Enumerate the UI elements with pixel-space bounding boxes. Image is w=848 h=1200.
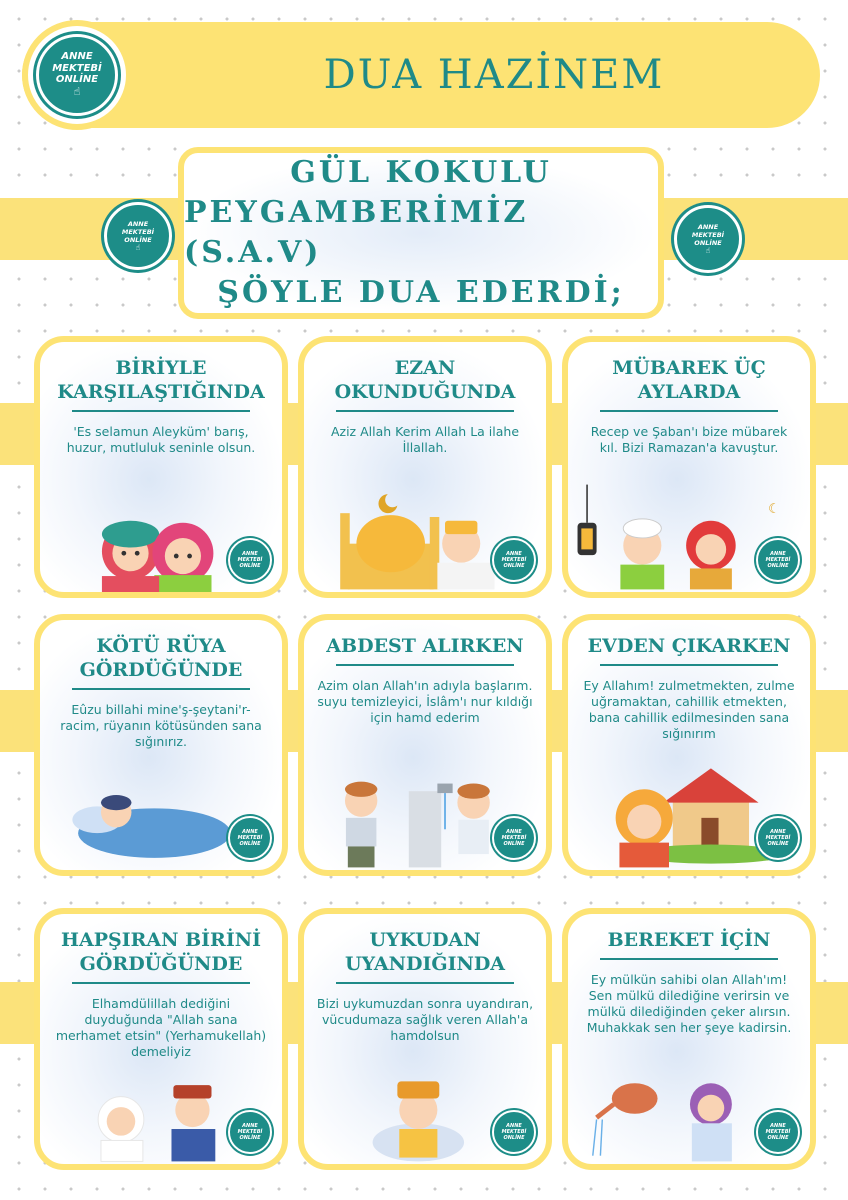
card-text: Recep ve Şaban'ı bize mübarek kıl. Bizi Ramazan'a kavuştur. xyxy=(590,423,788,455)
title-divider xyxy=(600,410,778,412)
logo-text-3: ONLİNE xyxy=(503,1135,525,1141)
card-waking xyxy=(298,908,552,1170)
card-text: Aziz Allah Kerim Allah La ilahe İllallah. xyxy=(330,423,520,455)
card-logo xyxy=(756,538,800,582)
title-divider xyxy=(600,664,778,666)
card-logo xyxy=(492,816,536,860)
card-text: Bizi uykumuzdan sonra uyandıran, vücudumaza sağlık veren Allah'a hamdolsun xyxy=(316,995,534,1043)
intro-box xyxy=(178,147,664,319)
logo-text-1: ANNE xyxy=(770,829,786,835)
title-divider xyxy=(72,982,250,984)
card-bad-dream xyxy=(34,614,288,876)
card-text: Ey Allahım! zulmetmekten, zulme uğramaktan, cahillik etmekten, bana cahillik edilmesinden sana sığınırım xyxy=(583,677,795,741)
logo-text-2: MEKTEBİ xyxy=(52,62,102,74)
logo-text-1: ANNE xyxy=(242,551,258,557)
card-ablution xyxy=(298,614,552,876)
logo-text-1: ANNE xyxy=(506,1123,522,1129)
logo-text-3: ONLİNE xyxy=(503,841,525,847)
logo-text-2: MEKTEBİ xyxy=(501,835,527,841)
card-adhan xyxy=(298,336,552,598)
intro-line-2: PEYGAMBERİMİZ (S.A.V) xyxy=(184,195,529,270)
intro-line-3: ŞÖYLE DUA EDERDİ; xyxy=(217,275,625,310)
card-title: UYKUDAN UYANDIĞINDA xyxy=(344,929,506,975)
header-logo xyxy=(22,20,132,130)
title-divider xyxy=(336,664,514,666)
card-logo xyxy=(228,816,272,860)
logo-text-2: MEKTEBİ xyxy=(765,1129,791,1135)
card-title: EVDEN ÇIKARKEN xyxy=(587,635,791,657)
title-divider xyxy=(72,410,250,412)
logo-text-3: ONLİNE xyxy=(124,236,152,244)
card-title: KÖTÜ RÜYA GÖRDÜĞÜNDE xyxy=(79,635,243,681)
pointer-hand-icon: ☝ xyxy=(135,243,141,252)
card-leaving-home xyxy=(562,614,816,876)
logo-text-2: MEKTEBİ xyxy=(237,835,263,841)
logo-text-3: ONLİNE xyxy=(694,239,722,247)
card-logo xyxy=(228,538,272,582)
card-logo xyxy=(228,1110,272,1154)
logo-text-3: ONLİNE xyxy=(55,74,99,86)
logo-text-1: ANNE xyxy=(242,1123,258,1129)
card-logo xyxy=(492,1110,536,1154)
card-title: HAPŞIRAN BİRİNİ GÖRDÜĞÜNDE xyxy=(61,929,261,975)
logo-text-3: ONLİNE xyxy=(503,563,525,569)
pointer-hand-icon: ☝ xyxy=(73,84,81,98)
title-divider xyxy=(72,688,250,690)
card-title: ABDEST ALIRKEN xyxy=(326,635,524,657)
logo-text-1: ANNE xyxy=(242,829,258,835)
title-divider xyxy=(336,982,514,984)
logo-text-1: ANNE xyxy=(506,829,522,835)
logo-text-2: MEKTEBİ xyxy=(121,228,155,236)
logo-text-2: MEKTEBİ xyxy=(237,557,263,563)
card-logo xyxy=(756,816,800,860)
card-title: BEREKET İÇİN xyxy=(607,929,771,951)
logo-text-2: MEKTEBİ xyxy=(765,557,791,563)
card-blessing xyxy=(562,908,816,1170)
logo-text-2: MEKTEBİ xyxy=(765,835,791,841)
logo-text-2: MEKTEBİ xyxy=(237,1129,263,1135)
logo-text-1: ANNE xyxy=(697,223,719,231)
logo-text-3: ONLİNE xyxy=(767,563,789,569)
card-text: Ey mülkün sahibi olan Allah'ım! Sen mülkü dilediğine verirsin ve mülkü dilediğinden çeker alırsın. Muhakkak sen her şeye kadirsin. xyxy=(586,971,792,1035)
card-text: Azim olan Allah'ın adıyla başlarım. suyu temizleyici, İslâm'ı nur kıldığı için hamd ederim xyxy=(317,677,533,725)
logo-text-1: ANNE xyxy=(506,551,522,557)
card-text: 'Es selamun Aleyküm' barış, huzur, mutluluk seninle olsun. xyxy=(66,423,256,455)
pointer-hand-icon: ☝ xyxy=(705,246,711,255)
logo-text-3: ONLİNE xyxy=(239,841,261,847)
logo-text-1: ANNE xyxy=(770,551,786,557)
logo-text-1: ANNE xyxy=(770,1123,786,1129)
logo-text-3: ONLİNE xyxy=(767,841,789,847)
left-logo xyxy=(104,202,172,270)
card-text: Eûzu billahi mine'ş-şeytani'r-racim, rüyanın kötüsünden sana sığınırız. xyxy=(60,701,262,749)
logo-text-3: ONLİNE xyxy=(767,1135,789,1141)
logo-text-1: ANNE xyxy=(127,220,149,228)
right-logo xyxy=(674,205,742,273)
logo-text-1: ANNE xyxy=(61,51,93,63)
logo-text-2: MEKTEBİ xyxy=(501,557,527,563)
svg-text:☾: ☾ xyxy=(768,501,781,517)
card-logo xyxy=(756,1110,800,1154)
card-text: Elhamdülillah dediğini duyduğunda "Allah sana merhamet etsin" (Yerhamukellah) demeliyiz xyxy=(55,995,267,1059)
card-title: BİRİYLE KARŞILAŞTIĞINDA xyxy=(57,357,265,403)
card-title: EZAN OKUNDUĞUNDA xyxy=(334,357,516,403)
title-divider xyxy=(336,410,514,412)
card-title: MÜBAREK ÜÇ AYLARDA xyxy=(612,357,766,403)
card-three-months xyxy=(562,336,816,598)
logo-text-2: MEKTEBİ xyxy=(501,1129,527,1135)
title-divider xyxy=(600,958,778,960)
card-sneeze xyxy=(34,908,288,1170)
logo-text-3: ONLİNE xyxy=(239,1135,261,1141)
card-greeting xyxy=(34,336,288,598)
logo-text-3: ONLİNE xyxy=(239,563,261,569)
logo-text-2: MEKTEBİ xyxy=(691,231,725,239)
card-logo xyxy=(492,538,536,582)
intro-line-1: GÜL KOKULU xyxy=(290,155,552,190)
page-title: DUA HAZİNEM xyxy=(323,52,665,98)
